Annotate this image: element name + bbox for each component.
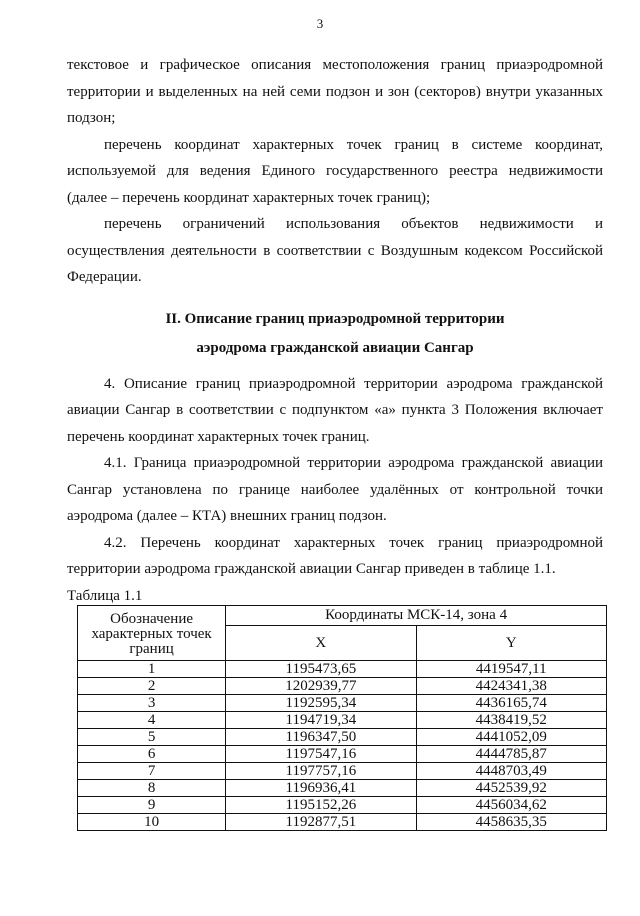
table-row bbox=[78, 661, 607, 678]
point-number-cell: 9 bbox=[78, 797, 226, 814]
x-coordinate-cell: 1196936,41 bbox=[226, 780, 416, 797]
x-coordinate-cell: 1197757,16 bbox=[226, 763, 416, 780]
point-number-cell: 8 bbox=[78, 780, 226, 797]
y-coordinate-cell: 4452539,92 bbox=[416, 780, 606, 797]
x-coordinate-cell: 1195152,26 bbox=[226, 797, 416, 814]
table-header-point-designation: Обозначение характерных точек границ bbox=[78, 606, 226, 661]
table-header-y: Y bbox=[416, 626, 606, 661]
paragraph-4-2: 4.2. Перечень координат характерных точек границ приаэродромной территории аэродрома гражданской авиации Сангар приведен в таблице 1.1. bbox=[67, 534, 603, 577]
y-coordinate-cell: 4456034,62 bbox=[416, 797, 606, 814]
point-number-cell: 10 bbox=[78, 814, 226, 831]
y-coordinate-cell: 4419547,11 bbox=[416, 661, 606, 678]
paragraph-description: текстовое и графическое описания местоположения границ приаэродромной территории и выделенных на ней семи подзон и зон (секторов) внутри указанных подзон; bbox=[67, 57, 603, 126]
point-number-cell: 5 bbox=[78, 729, 226, 746]
table-header-x: X bbox=[226, 626, 416, 661]
y-coordinate-cell: 4441052,09 bbox=[416, 729, 606, 746]
paragraph-restrictions-list: перечень ограничений использования объектов недвижимости и осуществления деятельности в соответствии с Воздушным кодексом Российской Федерации. bbox=[67, 216, 603, 285]
x-coordinate-cell: 1196347,50 bbox=[226, 729, 416, 746]
x-coordinate-cell: 1194719,34 bbox=[226, 712, 416, 729]
y-coordinate-cell: 4424341,38 bbox=[416, 678, 606, 695]
table-header-coordinates: Координаты МСК-14, зона 4 bbox=[226, 606, 607, 626]
x-coordinate-cell: 1195473,65 bbox=[226, 661, 416, 678]
paragraph-4: 4. Описание границ приаэродромной территории аэродрома гражданской авиации Сангар в соответствии с подпунктом «а» пункта 3 Положения включает перечень координат характерных точек границ. bbox=[67, 375, 603, 445]
x-coordinate-cell: 1197547,16 bbox=[226, 746, 416, 763]
section-heading-line-1: II. Описание границ приаэродромной территории bbox=[165, 310, 505, 327]
table-row bbox=[78, 729, 607, 746]
table-body bbox=[78, 661, 607, 831]
point-number-cell: 1 bbox=[78, 661, 226, 678]
coordinates-table bbox=[77, 605, 607, 831]
paragraph-coordinates-list: перечень координат характерных точек границ в системе координат, используемой для ведения Единого государственного реестра недвижимости (далее – перечень координат характерных точек границ); bbox=[67, 136, 603, 206]
x-coordinate-cell: 1202939,77 bbox=[226, 678, 416, 695]
page-number: 3 bbox=[316, 16, 324, 31]
table-row bbox=[78, 814, 607, 831]
point-number-cell: 7 bbox=[78, 763, 226, 780]
point-number-cell: 6 bbox=[78, 746, 226, 763]
y-coordinate-cell: 4448703,49 bbox=[416, 763, 606, 780]
table-row bbox=[78, 763, 607, 780]
paragraph-4-1: 4.1. Граница приаэродромной территории аэродрома гражданской авиации Сангар установлена по границе наиболее удалённых от контрольной точки аэродрома (далее – КТА) внешних границ подзон. bbox=[67, 455, 603, 524]
y-coordinate-cell: 4438419,52 bbox=[416, 712, 606, 729]
table-row bbox=[78, 797, 607, 814]
y-coordinate-cell: 4444785,87 bbox=[416, 746, 606, 763]
x-coordinate-cell: 1192595,34 bbox=[226, 695, 416, 712]
x-coordinate-cell: 1192877,51 bbox=[226, 814, 416, 831]
section-heading-line-2: аэродрома гражданской авиации Сангар bbox=[196, 339, 474, 356]
table-row bbox=[78, 746, 607, 763]
y-coordinate-cell: 4458635,35 bbox=[416, 814, 606, 831]
table-caption: Таблица 1.1 bbox=[67, 587, 143, 604]
table-row bbox=[78, 678, 607, 695]
point-number-cell: 2 bbox=[78, 678, 226, 695]
table-row bbox=[78, 695, 607, 712]
point-number-cell: 3 bbox=[78, 695, 226, 712]
table-row bbox=[78, 780, 607, 797]
y-coordinate-cell: 4436165,74 bbox=[416, 695, 606, 712]
point-number-cell: 4 bbox=[78, 712, 226, 729]
document-body bbox=[67, 52, 603, 609]
table-row bbox=[78, 712, 607, 729]
